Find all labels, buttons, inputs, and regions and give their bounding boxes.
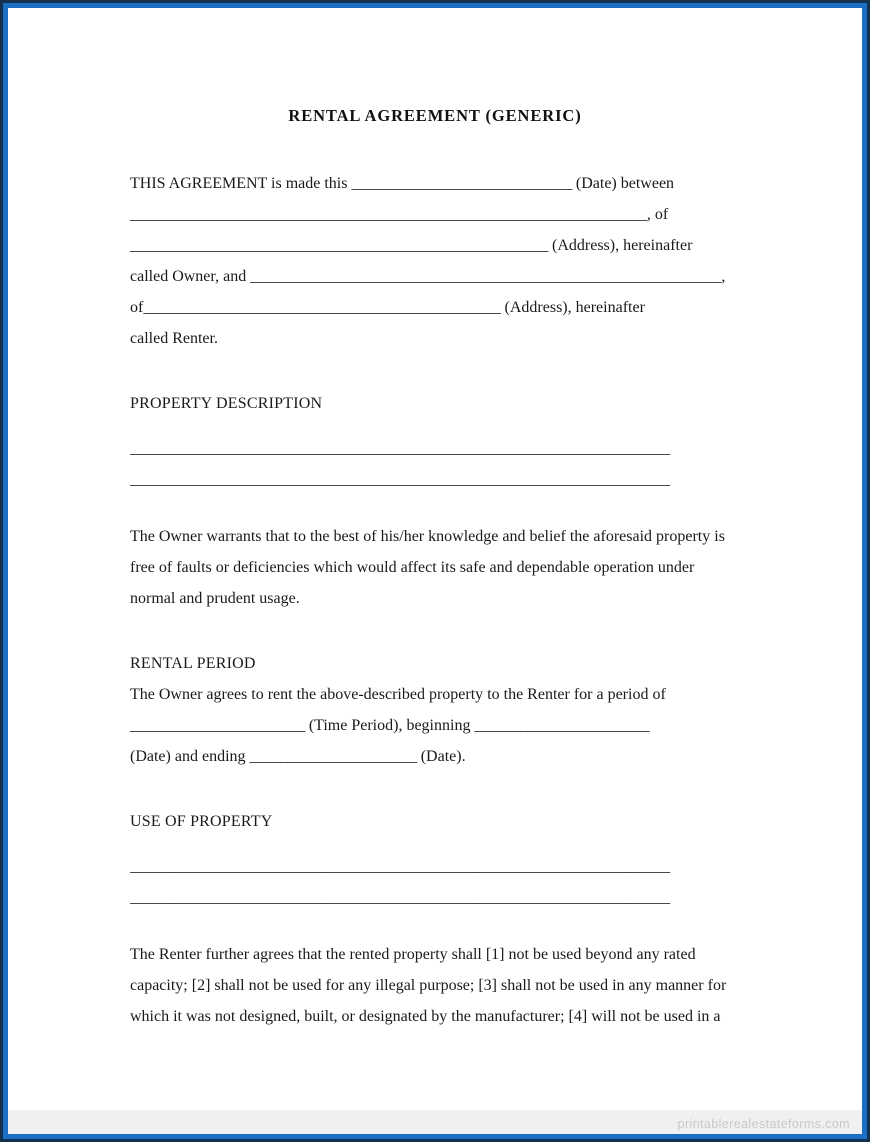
ending-date-blank[interactable]: ______________________: [249, 748, 417, 765]
rental-period-line-2-mid: (Time Period), beginning: [304, 717, 475, 734]
renter-name-blank[interactable]: ______________________________________________________________: [250, 268, 722, 285]
section-heading-use-of-property: USE OF PROPERTY: [130, 813, 273, 830]
spacer-before-property-rules: [130, 419, 728, 433]
intro-line-3-suffix: (Address), hereinafter: [548, 237, 693, 254]
time-period-blank[interactable]: _______________________: [130, 717, 305, 734]
property-description-rule-1[interactable]: _______________________________________________________________________: [130, 440, 670, 457]
spacer-after-property-rules: [130, 495, 728, 521]
page-blue-frame: [3, 3, 867, 1139]
warranty-paragraph: The Owner warrants that to the best of his/her knowledge and belief the aforesaid property is free of faults or deficiencies which would affect its safe and dependable operation under normal and prudent usage.: [130, 528, 725, 607]
section-heading-rental-period: RENTAL PERIOD: [130, 655, 256, 672]
watermark-band: [8, 1110, 862, 1134]
spacer-after-intro: [130, 354, 728, 388]
rental-period-line-3: [130, 741, 728, 772]
document-sheet: [8, 8, 862, 1134]
use-of-property-rule-1[interactable]: _______________________________________________________________________: [130, 858, 670, 875]
intro-line-4-suffix: ,: [721, 268, 726, 285]
owner-address-blank[interactable]: _______________________________________________________: [130, 237, 549, 254]
section-heading-property-description: PROPERTY DESCRIPTION: [130, 395, 323, 412]
rental-period-line-3-suffix: (Date).: [416, 748, 466, 765]
rental-period-line-2: [130, 710, 728, 741]
intro-line-1: [130, 168, 728, 199]
intro-line-2: [130, 199, 728, 230]
intro-line-4-prefix: called Owner, and: [130, 268, 251, 285]
watermark-text: printablerealestateforms.com: [677, 1117, 850, 1131]
spacer-after-use-rules: [130, 913, 728, 939]
intro-line-2-suffix: , of: [646, 206, 669, 223]
date-blank[interactable]: _____________________________: [351, 175, 572, 192]
intro-line-5: [130, 292, 728, 323]
owner-name-blank[interactable]: ____________________________________________________________________: [130, 206, 647, 223]
intro-line-5-prefix: of: [130, 299, 144, 316]
page-title: RENTAL AGREEMENT (GENERIC): [288, 106, 582, 125]
use-of-property-rule-2[interactable]: _______________________________________________________________________: [130, 889, 670, 906]
intro-line-1-suffix: (Date) between: [571, 175, 675, 192]
rental-period-line-1: The Owner agrees to rent the above-described property to the Renter for a period of: [130, 686, 666, 703]
beginning-date-blank[interactable]: _______________________: [474, 717, 650, 734]
intro-line-4: [130, 261, 728, 292]
document-content: [130, 168, 728, 1032]
property-description-rule-2[interactable]: _______________________________________________________________________: [130, 471, 670, 488]
spacer-before-use-rules: [130, 837, 728, 851]
use-of-property-paragraph: The Renter further agrees that the rented property shall [1] not be used beyond any rated capacity; [2] shall not be used for any illegal purpose; [3] shall not be used in any manner for which it was not designed, built, or designated by the manufacturer; [4] will not be used in a: [130, 946, 727, 1025]
intro-line-3: [130, 230, 728, 261]
spacer-after-rental-period: [130, 772, 728, 806]
renter-address-blank[interactable]: _______________________________________________: [143, 299, 501, 316]
intro-line-5-suffix: (Address), hereinafter: [500, 299, 645, 316]
spacer-after-warranty: [130, 614, 728, 648]
rental-period-line-3-prefix: (Date) and ending: [130, 748, 250, 765]
intro-line-1-prefix: THIS AGREEMENT is made this: [130, 175, 352, 192]
intro-line-6: called Renter.: [130, 330, 218, 347]
document-body: [8, 8, 862, 1134]
